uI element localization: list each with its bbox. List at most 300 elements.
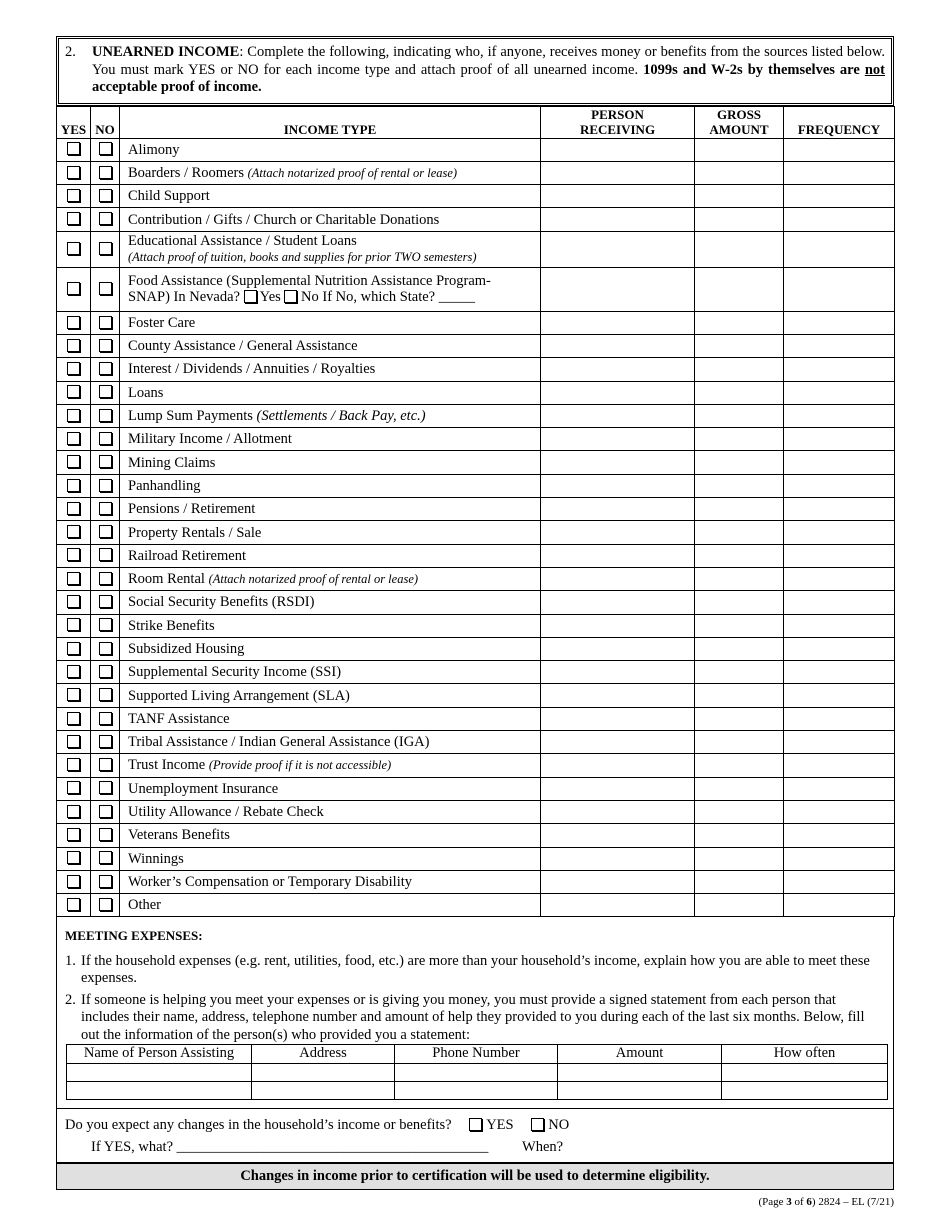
person-receiving-cell[interactable]	[541, 824, 695, 847]
person-receiving-cell[interactable]	[541, 138, 695, 161]
gross-amount-cell[interactable]	[695, 800, 784, 823]
persons-col-phone: Phone Number	[395, 1045, 558, 1064]
section-title: UNEARNED INCOME	[92, 44, 240, 60]
gross-amount-cell[interactable]	[695, 777, 784, 800]
yes-checkbox[interactable]	[67, 781, 80, 794]
no-cell	[91, 567, 120, 590]
income-type-label: Contribution / Gifts / Church or Charitable Donations	[120, 208, 541, 231]
no-checkbox[interactable]	[99, 339, 112, 352]
income-type-label: Property Rentals / Sale	[120, 521, 541, 544]
yes-checkbox[interactable]	[67, 166, 80, 179]
persons-cell[interactable]	[67, 1063, 252, 1081]
person-receiving-cell[interactable]	[541, 544, 695, 567]
no-cell	[91, 521, 120, 544]
yes-checkbox[interactable]	[67, 455, 80, 468]
person-receiving-cell[interactable]	[541, 498, 695, 521]
person-receiving-cell[interactable]	[541, 731, 695, 754]
no-checkbox[interactable]	[99, 362, 112, 375]
frequency-cell[interactable]	[784, 334, 895, 357]
gross-amount-cell[interactable]	[695, 358, 784, 381]
yes-checkbox[interactable]	[67, 805, 80, 818]
yes-checkbox[interactable]	[67, 665, 80, 678]
yes-cell	[57, 847, 91, 870]
frequency-cell[interactable]	[784, 474, 895, 497]
person-receiving-cell[interactable]	[541, 208, 695, 231]
yes-checkbox[interactable]	[67, 339, 80, 352]
income-type-label: Educational Assistance / Student Loans (Attach proof of tuition, books and supplies for prior TWO semesters)	[120, 231, 541, 267]
no-checkbox[interactable]	[99, 712, 112, 725]
frequency-cell[interactable]	[784, 777, 895, 800]
income-type-label: Mining Claims	[120, 451, 541, 474]
person-receiving-cell[interactable]	[541, 637, 695, 660]
income-type-label: Military Income / Allotment	[120, 428, 541, 451]
no-cell	[91, 428, 120, 451]
gross-amount-cell[interactable]	[695, 404, 784, 427]
table-row	[57, 138, 895, 161]
income-type-label: Child Support	[120, 185, 541, 208]
income-type-label: Tribal Assistance / Indian General Assistance (IGA)	[120, 731, 541, 754]
persons-cell[interactable]	[252, 1063, 395, 1081]
persons-cell[interactable]	[395, 1063, 558, 1081]
yes-cell	[57, 521, 91, 544]
no-checkbox[interactable]	[99, 385, 112, 398]
gross-amount-cell[interactable]	[695, 894, 784, 917]
yes-cell	[57, 208, 91, 231]
yes-checkbox[interactable]	[67, 212, 80, 225]
person-receiving-cell[interactable]	[541, 614, 695, 637]
no-cell	[91, 731, 120, 754]
table-row	[57, 707, 895, 730]
yes-checkbox[interactable]	[67, 282, 80, 295]
frequency-cell[interactable]	[784, 707, 895, 730]
frequency-cell[interactable]	[784, 451, 895, 474]
persons-cell[interactable]	[558, 1063, 722, 1081]
gross-amount-cell[interactable]	[695, 824, 784, 847]
income-type-label: Subsidized Housing	[120, 637, 541, 660]
yes-cell	[57, 637, 91, 660]
col-no: NO	[91, 106, 120, 138]
income-type-label: Lump Sum Payments (Settlements / Back Pay, etc.)	[120, 404, 541, 427]
income-type-label: Food Assistance (Supplemental Nutrition Assistance Program- SNAP) In Nevada? Yes No If No, which State? _____	[120, 267, 541, 311]
frequency-cell[interactable]	[784, 637, 895, 660]
person-receiving-cell[interactable]	[541, 591, 695, 614]
frequency-cell[interactable]	[784, 311, 895, 334]
table-row	[57, 870, 895, 893]
income-type-label: Interest / Dividends / Annuities / Royalties	[120, 358, 541, 381]
income-type-label: Alimony	[120, 138, 541, 161]
persons-cell[interactable]	[395, 1081, 558, 1099]
no-cell	[91, 847, 120, 870]
person-receiving-cell[interactable]	[541, 161, 695, 184]
persons-col-name: Name of Person Assisting	[67, 1045, 252, 1064]
no-checkbox[interactable]	[99, 479, 112, 492]
no-checkbox[interactable]	[99, 665, 112, 678]
yes-checkbox[interactable]	[67, 572, 80, 585]
yes-checkbox[interactable]	[67, 758, 80, 771]
gross-amount-cell[interactable]	[695, 231, 784, 267]
changes-no-checkbox[interactable]	[531, 1118, 544, 1131]
table-row	[57, 777, 895, 800]
persons-col-amount: Amount	[558, 1045, 722, 1064]
yes-cell	[57, 800, 91, 823]
table-row	[57, 847, 895, 870]
table-row	[57, 381, 895, 404]
table-row	[57, 567, 895, 590]
gross-amount-cell[interactable]	[695, 754, 784, 777]
frequency-cell[interactable]	[784, 754, 895, 777]
yes-cell	[57, 498, 91, 521]
gross-amount-cell[interactable]	[695, 567, 784, 590]
person-receiving-cell[interactable]	[541, 267, 695, 311]
no-cell	[91, 381, 120, 404]
no-checkbox[interactable]	[99, 595, 112, 608]
person-receiving-cell[interactable]	[541, 404, 695, 427]
yes-cell	[57, 185, 91, 208]
gross-amount-cell[interactable]	[695, 451, 784, 474]
no-checkbox[interactable]	[99, 212, 112, 225]
yes-checkbox[interactable]	[67, 898, 80, 911]
no-cell	[91, 777, 120, 800]
table-row	[57, 208, 895, 231]
yes-cell	[57, 231, 91, 267]
no-cell	[91, 474, 120, 497]
yes-cell	[57, 731, 91, 754]
gross-amount-cell[interactable]	[695, 267, 784, 311]
no-checkbox[interactable]	[99, 828, 112, 841]
yes-cell	[57, 161, 91, 184]
expense-item-2: 2. If someone is helping you meet your expenses or is giving you money, you must provide a signed statement from each person that includes their name, address, telephone number and amount of help they provided to you during each of the last six months. Below, fill out the information of the person(s) who provided you a statement:	[65, 991, 865, 1043]
person-receiving-cell[interactable]	[541, 894, 695, 917]
person-receiving-cell[interactable]	[541, 684, 695, 707]
frequency-cell[interactable]	[784, 661, 895, 684]
income-type-label: Room Rental (Attach notarized proof of rental or lease)	[120, 567, 541, 590]
no-checkbox[interactable]	[99, 548, 112, 561]
income-type-label: Foster Care	[120, 311, 541, 334]
frequency-cell[interactable]	[784, 894, 895, 917]
yes-checkbox[interactable]	[67, 242, 80, 255]
yes-cell	[57, 661, 91, 684]
persons-cell[interactable]	[67, 1081, 252, 1099]
changes-if-yes: If YES, what? ___________________________________________	[91, 1138, 489, 1155]
yes-checkbox[interactable]	[67, 385, 80, 398]
gross-amount-cell[interactable]	[695, 544, 784, 567]
no-checkbox[interactable]	[99, 189, 112, 202]
person-receiving-cell[interactable]	[541, 754, 695, 777]
no-checkbox[interactable]	[99, 875, 112, 888]
yes-checkbox[interactable]	[67, 712, 80, 725]
no-checkbox[interactable]	[99, 688, 112, 701]
income-type-label: Loans	[120, 381, 541, 404]
expense-item-1: 1. If the household expenses (e.g. rent, utilities, food, etc.) are more than your household’s income, explain how you are able to meet these expenses.	[65, 952, 870, 987]
no-cell	[91, 267, 120, 311]
person-receiving-cell[interactable]	[541, 661, 695, 684]
income-type-label: Social Security Benefits (RSDI)	[120, 591, 541, 614]
person-receiving-cell[interactable]	[541, 474, 695, 497]
yes-cell	[57, 777, 91, 800]
frequency-cell[interactable]	[784, 614, 895, 637]
yes-checkbox[interactable]	[67, 142, 80, 155]
person-receiving-cell[interactable]	[541, 185, 695, 208]
table-row	[57, 754, 895, 777]
yes-checkbox[interactable]	[67, 642, 80, 655]
gross-amount-cell[interactable]	[695, 474, 784, 497]
frequency-cell[interactable]	[784, 567, 895, 590]
table-row	[57, 824, 895, 847]
gross-amount-cell[interactable]	[695, 661, 784, 684]
yes-checkbox[interactable]	[67, 735, 80, 748]
yes-checkbox[interactable]	[67, 548, 80, 561]
gross-amount-cell[interactable]	[695, 870, 784, 893]
no-cell	[91, 185, 120, 208]
no-cell	[91, 661, 120, 684]
no-checkbox[interactable]	[99, 525, 112, 538]
yes-cell	[57, 381, 91, 404]
gross-amount-cell[interactable]	[695, 381, 784, 404]
gross-amount-cell[interactable]	[695, 161, 784, 184]
table-row	[57, 428, 895, 451]
yes-checkbox[interactable]	[67, 828, 80, 841]
frequency-cell[interactable]	[784, 404, 895, 427]
income-type-label: County Assistance / General Assistance	[120, 334, 541, 357]
yes-cell	[57, 754, 91, 777]
frequency-cell[interactable]	[784, 591, 895, 614]
yes-cell	[57, 544, 91, 567]
yes-checkbox[interactable]	[67, 595, 80, 608]
yes-checkbox[interactable]	[67, 362, 80, 375]
no-checkbox[interactable]	[99, 618, 112, 631]
yes-cell	[57, 358, 91, 381]
frequency-cell[interactable]	[784, 800, 895, 823]
table-row	[57, 161, 895, 184]
snap-yes-checkbox[interactable]	[244, 290, 257, 303]
meeting-expenses	[56, 917, 894, 1109]
frequency-cell[interactable]	[784, 267, 895, 311]
col-gross-amount: GROSS AMOUNT	[695, 106, 784, 138]
gross-amount-cell[interactable]	[695, 498, 784, 521]
persons-cell[interactable]	[722, 1081, 888, 1099]
table-row	[57, 267, 895, 311]
no-checkbox[interactable]	[99, 455, 112, 468]
no-cell	[91, 684, 120, 707]
frequency-cell[interactable]	[784, 521, 895, 544]
no-checkbox[interactable]	[99, 805, 112, 818]
yes-cell	[57, 311, 91, 334]
table-row	[57, 684, 895, 707]
person-receiving-cell[interactable]	[541, 847, 695, 870]
person-receiving-cell[interactable]	[541, 451, 695, 474]
no-checkbox[interactable]	[99, 142, 112, 155]
person-receiving-cell[interactable]	[541, 870, 695, 893]
yes-checkbox[interactable]	[67, 525, 80, 538]
table-row	[57, 231, 895, 267]
income-type-label: Trust Income (Provide proof if it is not accessible)	[120, 754, 541, 777]
table-row	[57, 311, 895, 334]
income-type-label: Veterans Benefits	[120, 824, 541, 847]
table-row	[57, 185, 895, 208]
gross-amount-cell[interactable]	[695, 311, 784, 334]
income-changes	[56, 1109, 894, 1163]
gross-amount-cell[interactable]	[695, 334, 784, 357]
person-receiving-cell[interactable]	[541, 358, 695, 381]
gross-amount-cell[interactable]	[695, 684, 784, 707]
person-receiving-cell[interactable]	[541, 707, 695, 730]
persons-cell[interactable]	[252, 1081, 395, 1099]
persons-cell[interactable]	[722, 1063, 888, 1081]
income-type-label: Panhandling	[120, 474, 541, 497]
frequency-cell[interactable]	[784, 731, 895, 754]
yes-checkbox[interactable]	[67, 502, 80, 515]
gross-amount-cell[interactable]	[695, 614, 784, 637]
persons-assisting-table	[66, 1044, 888, 1100]
person-receiving-cell[interactable]	[541, 777, 695, 800]
person-receiving-cell[interactable]	[541, 567, 695, 590]
no-checkbox[interactable]	[99, 432, 112, 445]
gross-amount-cell[interactable]	[695, 707, 784, 730]
yes-checkbox[interactable]	[67, 409, 80, 422]
no-cell	[91, 161, 120, 184]
no-checkbox[interactable]	[99, 758, 112, 771]
col-income-type: INCOME TYPE	[120, 106, 541, 138]
frequency-cell[interactable]	[784, 208, 895, 231]
changes-yes-checkbox[interactable]	[469, 1118, 482, 1131]
table-row	[57, 451, 895, 474]
no-cell	[91, 498, 120, 521]
persons-cell[interactable]	[558, 1081, 722, 1099]
gross-amount-cell[interactable]	[695, 208, 784, 231]
no-cell	[91, 800, 120, 823]
no-checkbox[interactable]	[99, 851, 112, 864]
frequency-cell[interactable]	[784, 847, 895, 870]
no-cell	[91, 138, 120, 161]
no-checkbox[interactable]	[99, 781, 112, 794]
col-yes: YES	[57, 106, 91, 138]
table-row	[57, 498, 895, 521]
no-checkbox[interactable]	[99, 242, 112, 255]
frequency-cell[interactable]	[784, 231, 895, 267]
person-receiving-cell[interactable]	[541, 800, 695, 823]
frequency-cell[interactable]	[784, 428, 895, 451]
col-frequency: FREQUENCY	[784, 106, 895, 138]
income-type-label: Strike Benefits	[120, 614, 541, 637]
person-receiving-cell[interactable]	[541, 231, 695, 267]
yes-cell	[57, 707, 91, 730]
yes-checkbox[interactable]	[67, 618, 80, 631]
yes-cell	[57, 451, 91, 474]
person-receiving-cell[interactable]	[541, 428, 695, 451]
changes-yes-label: YES	[486, 1116, 514, 1133]
yes-checkbox[interactable]	[67, 316, 80, 329]
yes-cell	[57, 474, 91, 497]
no-cell	[91, 358, 120, 381]
page-number: (Page 3 of 6) 2824 – EL (7/21)	[758, 1196, 894, 1208]
yes-cell	[57, 894, 91, 917]
no-cell	[91, 614, 120, 637]
frequency-cell[interactable]	[784, 138, 895, 161]
table-row	[57, 358, 895, 381]
form-page	[56, 36, 894, 1190]
table-row	[57, 521, 895, 544]
person-receiving-cell[interactable]	[541, 311, 695, 334]
gross-amount-cell[interactable]	[695, 521, 784, 544]
gross-amount-cell[interactable]	[695, 591, 784, 614]
changes-question: Do you expect any changes in the household’s income or benefits?	[65, 1116, 452, 1133]
frequency-cell[interactable]	[784, 824, 895, 847]
no-checkbox[interactable]	[99, 572, 112, 585]
no-checkbox[interactable]	[99, 282, 112, 295]
no-checkbox[interactable]	[99, 898, 112, 911]
yes-cell	[57, 824, 91, 847]
no-checkbox[interactable]	[99, 735, 112, 748]
yes-checkbox[interactable]	[67, 189, 80, 202]
table-row	[57, 731, 895, 754]
yes-checkbox[interactable]	[67, 688, 80, 701]
yes-cell	[57, 567, 91, 590]
gross-amount-cell[interactable]	[695, 637, 784, 660]
person-receiving-cell[interactable]	[541, 521, 695, 544]
table-row	[57, 637, 895, 660]
income-type-label: Unemployment Insurance	[120, 777, 541, 800]
frequency-cell[interactable]	[784, 185, 895, 208]
section-number: 2.	[65, 44, 76, 60]
person-receiving-cell[interactable]	[541, 334, 695, 357]
gross-amount-cell[interactable]	[695, 428, 784, 451]
yes-checkbox[interactable]	[67, 875, 80, 888]
no-checkbox[interactable]	[99, 502, 112, 515]
no-checkbox[interactable]	[99, 409, 112, 422]
income-type-label: Winnings	[120, 847, 541, 870]
table-row	[57, 894, 895, 917]
income-type-label: Railroad Retirement	[120, 544, 541, 567]
no-cell	[91, 637, 120, 660]
frequency-cell[interactable]	[784, 161, 895, 184]
frequency-cell[interactable]	[784, 544, 895, 567]
no-checkbox[interactable]	[99, 166, 112, 179]
gross-amount-cell[interactable]	[695, 731, 784, 754]
gross-amount-cell[interactable]	[695, 185, 784, 208]
table-row	[57, 404, 895, 427]
no-checkbox[interactable]	[99, 316, 112, 329]
gross-amount-cell[interactable]	[695, 138, 784, 161]
frequency-cell[interactable]	[784, 381, 895, 404]
yes-cell	[57, 614, 91, 637]
no-cell	[91, 451, 120, 474]
yes-cell	[57, 870, 91, 893]
persons-col-how-often: How often	[722, 1045, 888, 1064]
yes-checkbox[interactable]	[67, 479, 80, 492]
gross-amount-cell[interactable]	[695, 847, 784, 870]
frequency-cell[interactable]	[784, 358, 895, 381]
yes-checkbox[interactable]	[67, 432, 80, 445]
no-cell	[91, 334, 120, 357]
table-row	[57, 591, 895, 614]
person-receiving-cell[interactable]	[541, 381, 695, 404]
frequency-cell[interactable]	[784, 498, 895, 521]
frequency-cell[interactable]	[784, 870, 895, 893]
income-type-label: Boarders / Roomers (Attach notarized proof of rental or lease)	[120, 161, 541, 184]
income-type-label: Other	[120, 894, 541, 917]
proof-warning: 1099s and W-2s by themselves are not acceptable proof of income.	[92, 61, 885, 95]
no-cell	[91, 231, 120, 267]
no-cell	[91, 208, 120, 231]
no-checkbox[interactable]	[99, 642, 112, 655]
yes-cell	[57, 684, 91, 707]
frequency-cell[interactable]	[784, 684, 895, 707]
snap-no-checkbox[interactable]	[284, 290, 297, 303]
income-type-label: Pensions / Retirement	[120, 498, 541, 521]
changes-no-label: NO	[548, 1116, 570, 1133]
yes-checkbox[interactable]	[67, 851, 80, 864]
no-cell	[91, 404, 120, 427]
